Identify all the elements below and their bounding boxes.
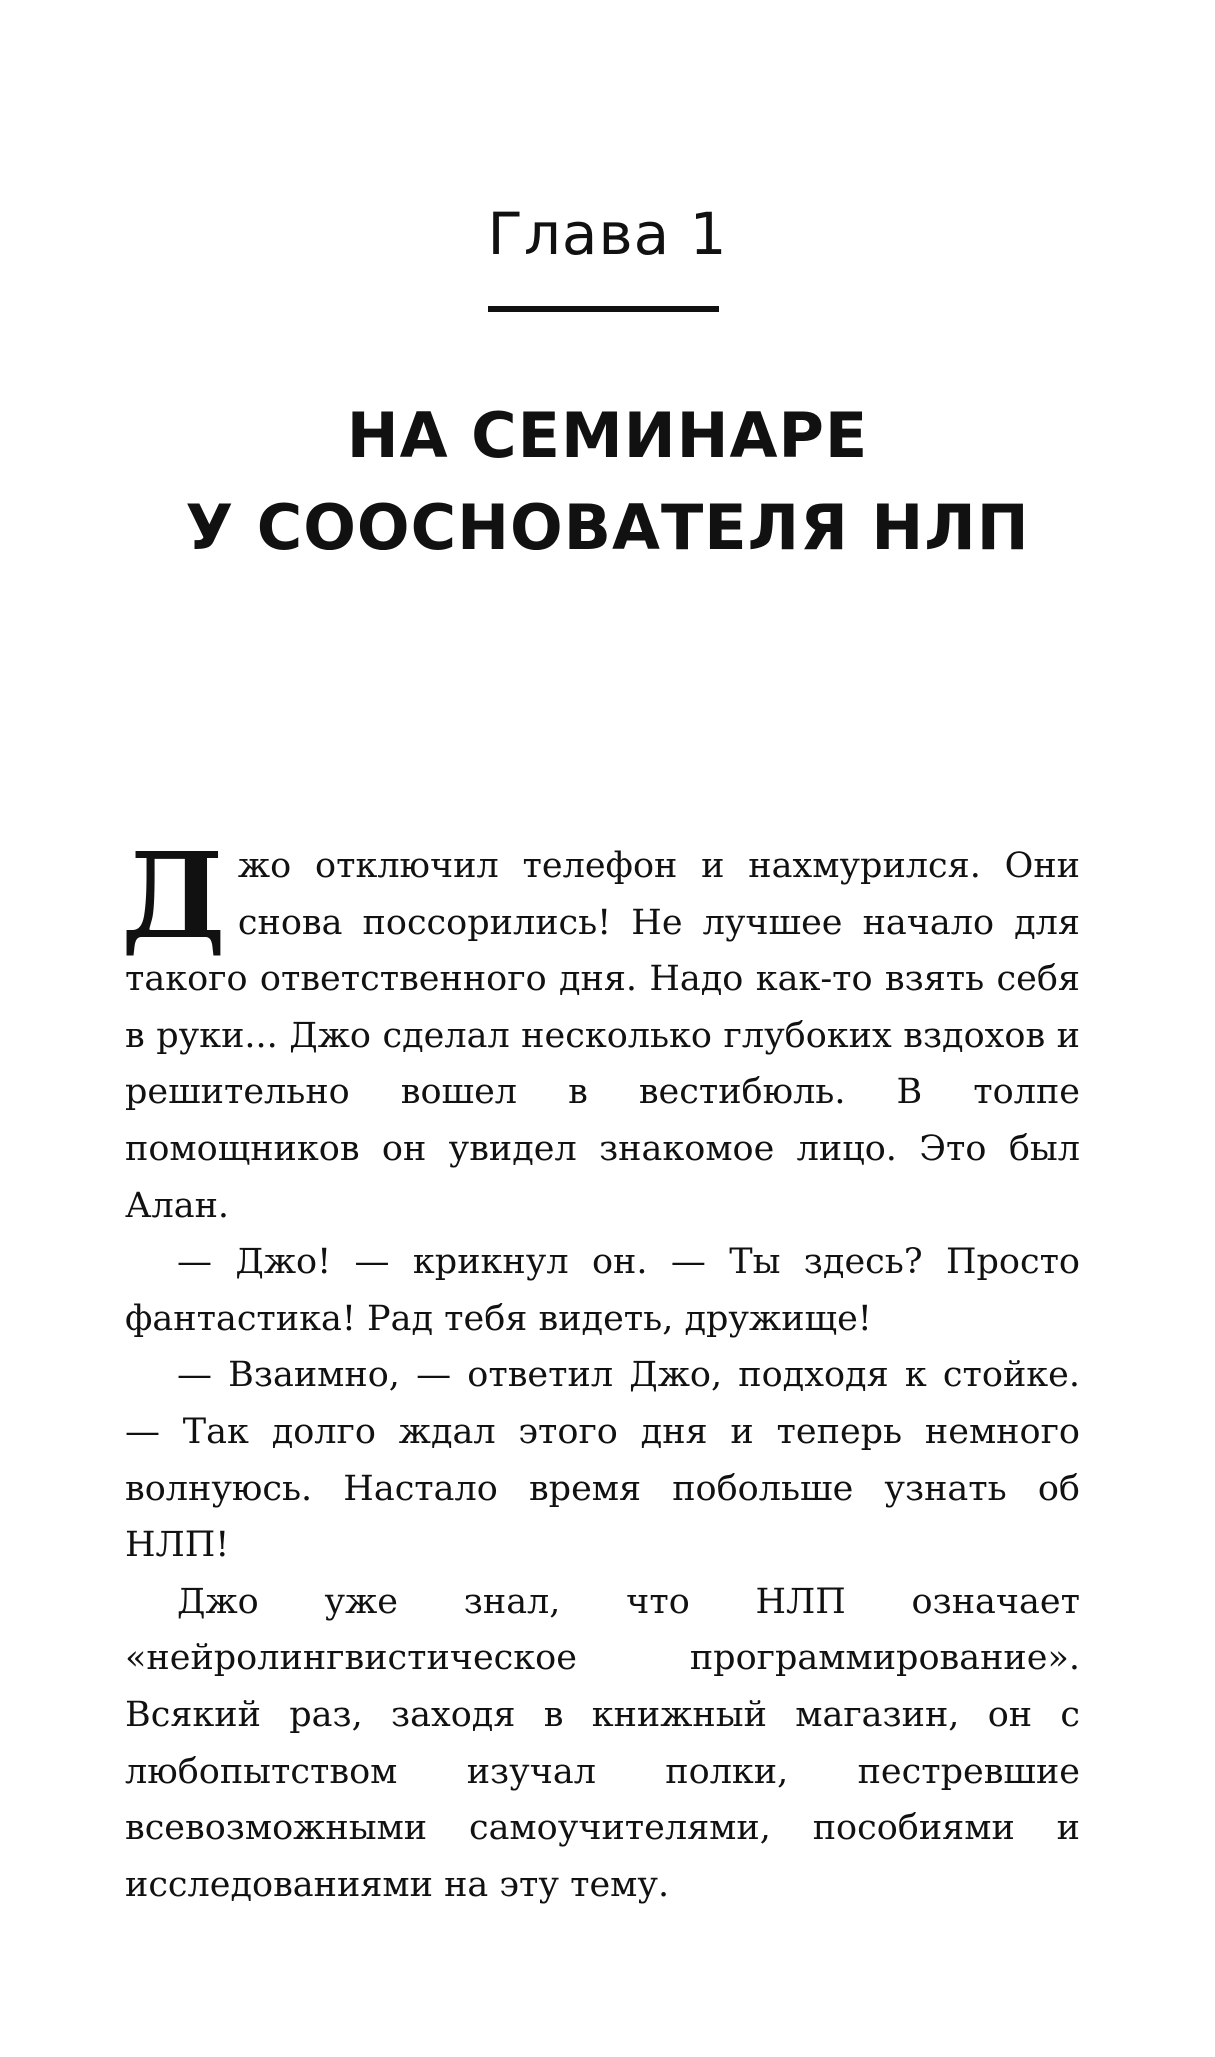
- paragraph-4: Джо уже знал, что НЛП означает «нейролингвистическое программирование». Всякий раз, заходя в книжный магазин, он с любопытством изучал полки, пестревшие всевозможными самоучителями, пособиями и исследованиями на эту тему.: [125, 1581, 1080, 1905]
- chapter-divider: [488, 306, 719, 312]
- paragraph-3: — Взаимно, — ответил Джо, подходя к стойке. — Так долго ждал этого дня и теперь немного волнуюсь. Настало время побольше узнать об НЛП!: [125, 1355, 1080, 1566]
- paragraph-1: [121, 826, 1080, 1234]
- paragraph-1-text: жо отключил телефон и нахмурился. Они снова поссорились! Не лучшее начало для такого ответственного дня. Надо как-то взять себя в руки... Джо сделал несколько глубоких вздохов и решительно вошел в вестибюль. В толпе помощников он увидел знакомое лицо. Это был Алан.: [125, 846, 1080, 1226]
- chapter-title: [0, 390, 1215, 574]
- chapter-title-line-1: НА СЕМИНАРЕ: [346, 399, 869, 472]
- body-text: [121, 826, 1080, 1913]
- chapter-label: Глава 1: [487, 200, 728, 268]
- chapter-title-line-2: У СООСНОВАТЕЛЯ НЛП: [185, 491, 1030, 564]
- drop-cap: Д: [121, 826, 226, 965]
- paragraph-2: — Джо! — крикнул он. — Ты здесь? Просто фантастика! Рад тебя видеть, дружище!: [125, 1242, 1080, 1339]
